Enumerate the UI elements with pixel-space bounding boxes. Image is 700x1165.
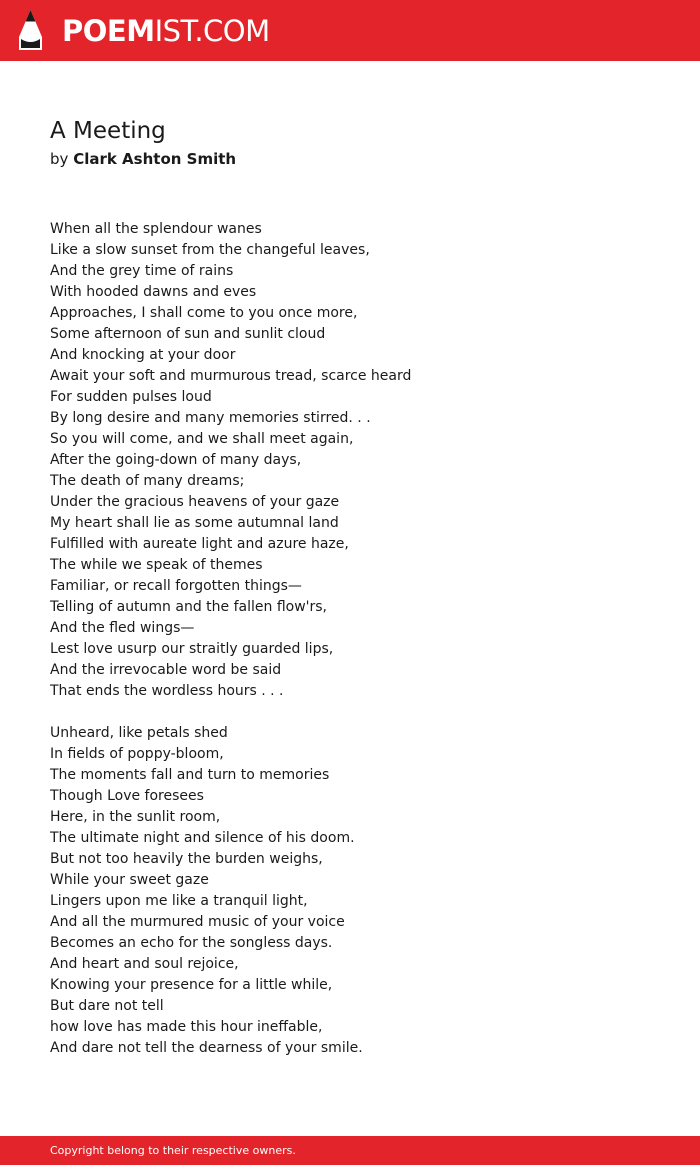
poem-line: And dare not tell the dearness of your smile. bbox=[50, 1040, 363, 1056]
logo-light-text: IST.COM bbox=[154, 14, 270, 48]
poem-line: The ultimate night and silence of his doom. bbox=[50, 830, 355, 846]
poem-line: And knocking at your door bbox=[50, 347, 236, 363]
poem-line: And all the murmured music of your voice bbox=[50, 914, 345, 930]
poem-line: Some afternoon of sun and sunlit cloud bbox=[50, 326, 326, 342]
poem-line: Becomes an echo for the songless days. bbox=[50, 935, 333, 951]
poem-line: With hooded dawns and eves bbox=[50, 284, 257, 300]
byline bbox=[50, 148, 236, 170]
poem-line: For sudden pulses loud bbox=[50, 389, 212, 405]
poem-line: When all the splendour wanes bbox=[50, 221, 262, 237]
poem-line: While your sweet gaze bbox=[50, 872, 209, 888]
site-header bbox=[0, 0, 700, 61]
poem-line: Here, in the sunlit room, bbox=[50, 809, 221, 825]
poem-line: In fields of poppy-bloom, bbox=[50, 746, 224, 762]
poem-line: The moments fall and turn to memories bbox=[50, 767, 330, 783]
poem-line: After the going-down of many days, bbox=[50, 452, 302, 468]
poem-title: A Meeting bbox=[50, 118, 166, 144]
poem-line: My heart shall lie as some autumnal land bbox=[50, 515, 339, 531]
poem-line: And the grey time of rains bbox=[50, 263, 234, 279]
poem-line: Familiar, or recall forgotten things— bbox=[50, 578, 302, 594]
poem-line: Approaches, I shall come to you once more, bbox=[50, 305, 358, 321]
poem-line: And heart and soul rejoice, bbox=[50, 956, 239, 972]
poem-line: So you will come, and we shall meet again, bbox=[50, 431, 354, 447]
poem-line: And the irrevocable word be said bbox=[50, 662, 282, 678]
poem-line: Though Love foresees bbox=[50, 788, 204, 804]
byline-prefix: by bbox=[50, 150, 69, 168]
poem-line: Under the gracious heavens of your gaze bbox=[50, 494, 340, 510]
poem-line: That ends the wordless hours . . . bbox=[50, 683, 284, 699]
poem-line: Lest love usurp our straitly guarded lips, bbox=[50, 641, 334, 657]
poem-line: Knowing your presence for a little while, bbox=[50, 977, 333, 993]
logo-bold-text: POEM bbox=[62, 14, 155, 48]
copyright-text: Copyright belong to their respective owners. bbox=[50, 1144, 296, 1157]
stanza bbox=[50, 723, 670, 1059]
poem-line: By long desire and many memories stirred. . . bbox=[50, 410, 371, 426]
poem-line: Telling of autumn and the fallen flow'rs, bbox=[50, 599, 328, 615]
poem-line: how love has made this hour ineffable, bbox=[50, 1019, 323, 1035]
pencil-tip-icon bbox=[18, 9, 43, 51]
poem-line: The death of many dreams; bbox=[50, 473, 245, 489]
site-footer bbox=[0, 1136, 700, 1165]
poem-line: The while we speak of themes bbox=[50, 557, 263, 573]
author-name: Clark Ashton Smith bbox=[73, 150, 237, 168]
poem-line: But not too heavily the burden weighs, bbox=[50, 851, 323, 867]
poem-line: Like a slow sunset from the changeful leaves, bbox=[50, 242, 370, 258]
poem-line: Fulfilled with aureate light and azure haze, bbox=[50, 536, 349, 552]
poem-line: Unheard, like petals shed bbox=[50, 725, 228, 741]
poem-body bbox=[50, 219, 670, 1080]
poem-line: But dare not tell bbox=[50, 998, 164, 1014]
poem-line: Await your soft and murmurous tread, scarce heard bbox=[50, 368, 412, 384]
site-logo[interactable] bbox=[62, 11, 270, 51]
poem-line: Lingers upon me like a tranquil light, bbox=[50, 893, 308, 909]
poem-line: And the fled wings— bbox=[50, 620, 195, 636]
stanza bbox=[50, 219, 670, 702]
